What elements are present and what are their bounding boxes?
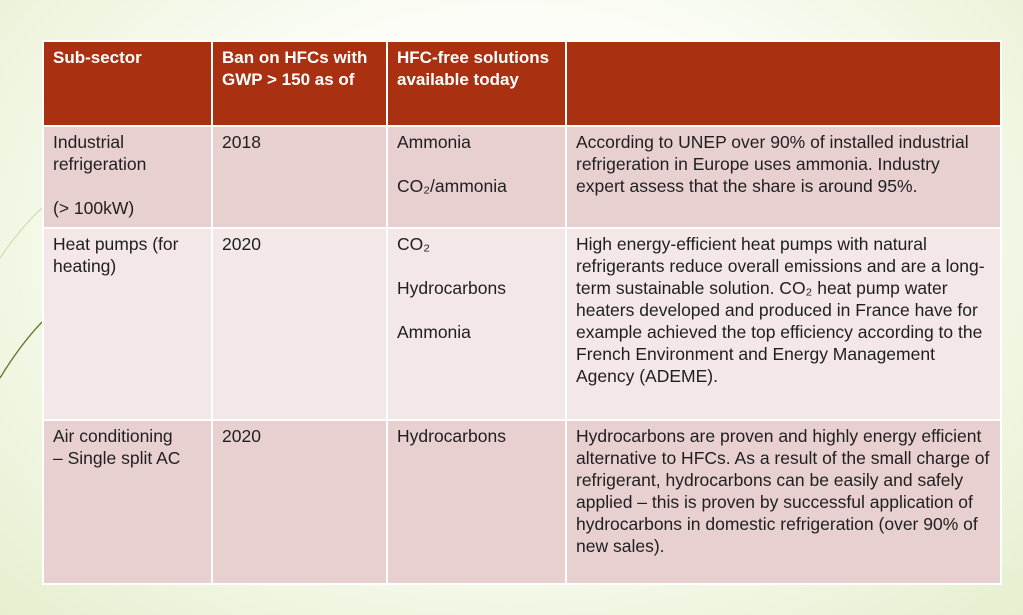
header-description [566, 41, 1001, 126]
header-ban: Ban on HFCs with GWP > 150 as of [212, 41, 387, 126]
header-solutions: HFC-free solutions available today [387, 41, 566, 126]
table-row [43, 126, 1001, 228]
subsector-line: Heat pumps (for [53, 234, 179, 254]
solution-item: Hydrocarbons [397, 426, 506, 446]
subsector-note: (> 100kW) [53, 198, 135, 218]
table-row [43, 420, 1001, 584]
subsector-line: – Single split AC [53, 448, 181, 468]
hfc-table [42, 40, 1002, 585]
cell-description: Hydrocarbons are proven and highly energy efficient alternative to HFCs. As a result of the small charge of refrigerant, hydrocarbons can be easily and safely applied – this is proven by successful application of hydrocarbons in domestic refrigeration (over 90% of new sales). [566, 420, 1001, 584]
cell-description: According to UNEP over 90% of installed industrial refrigeration in Europe uses ammonia. Industry expert assess that the share is around 95%. [566, 126, 1001, 228]
solution-item: Ammonia [397, 322, 471, 342]
cell-ban-year: 2018 [212, 126, 387, 228]
cell-solutions [387, 228, 566, 420]
cell-ban-year: 2020 [212, 228, 387, 420]
cell-solutions [387, 126, 566, 228]
cell-subsector [43, 126, 212, 228]
table-header-row [43, 41, 1001, 126]
cell-subsector [43, 228, 212, 420]
subsector-line: Air conditioning [53, 426, 173, 446]
solution-item: Hydrocarbons [397, 278, 506, 298]
subsector-line: heating) [53, 256, 117, 276]
header-subsector: Sub-sector [43, 41, 212, 126]
subsector-line: refrigeration [53, 154, 147, 174]
table-row [43, 228, 1001, 420]
cell-description: High energy-efficient heat pumps with natural refrigerants reduce overall emissions and are a long-term sustainable solution. CO₂ heat pump water heaters developed and produced in France have for example achieved the top efficiency according to the French Environment and Energy Management Agency (ADEME). [566, 228, 1001, 420]
solution-item: Ammonia [397, 132, 471, 152]
cell-solutions [387, 420, 566, 584]
solution-item: CO₂/ammonia [397, 176, 507, 196]
subsector-line: Industrial [53, 132, 125, 152]
solution-item: CO₂ [397, 234, 431, 254]
cell-subsector [43, 420, 212, 584]
cell-ban-year: 2020 [212, 420, 387, 584]
